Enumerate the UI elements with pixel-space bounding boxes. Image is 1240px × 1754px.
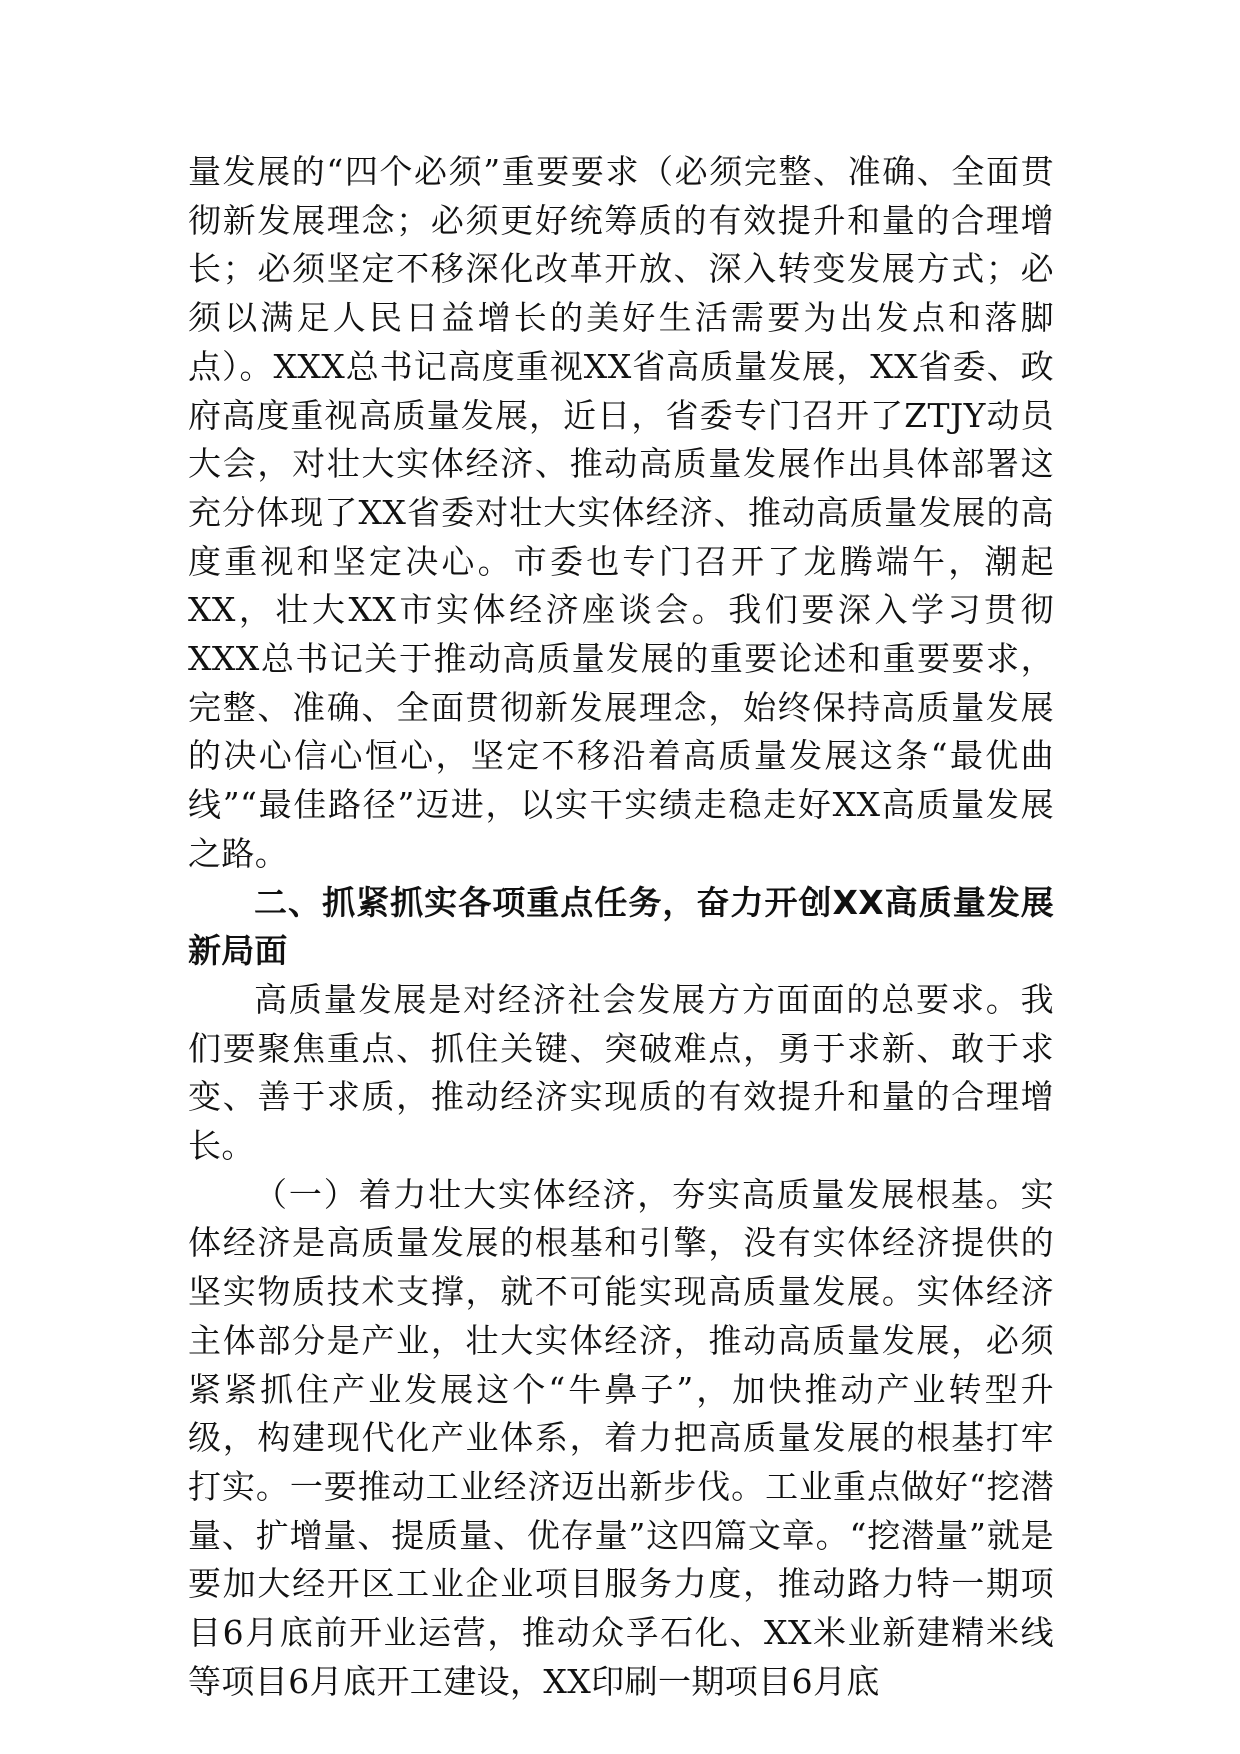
paragraph-section-1: （一）着力壮大实体经济，夯实高质量发展根基。实体经济是高质量发展的根基和引擎，没有实体经济提供的坚实物质技术支撑，就不可能实现高质量发展。实体经济主体部分是产业，壮大实体经济，推动高质量发展，必须紧紧抓住产业发展这个“牛鼻子”，加快推动产业转型升级，构建现代化产业体系，着力把高质量发展的根基打牢打实。一要推动工业经济迈出新步伐。工业重点做好“挖潜量、扩增量、提质量、优存量”这四篇文章。“挖潜量”就是要加大经开区工业企业项目服务力度，推动路力特一期项目6月底前开业运营，推动众孚石化、XX米业新建精米线等项目6月底开工建设，XX印刷一期项目6月底: [188, 1174, 1054, 1701]
paragraph-continuation: 量发展的“四个必须”重要要求（必须完整、准确、全面贯彻新发展理念；必须更好统筹质的有效提升和量的合理增长；必须坚定不移深化改革开放、深入转变发展方式；必须以满足人民日益增长的美好生活需要为出发点和落脚点）。XXX总书记高度重视XX省高质量发展，XX省委、政府高度重视高质量发展，近日，省委专门召开了ZTJY动员大会，对壮大实体经济、推动高质量发展作出具体部署这充分体现了XX省委对壮大实体经济、推动高质量发展的高度重视和坚定决心。市委也专门召开了龙腾端午，潮起XX，壮大XX市实体经济座谈会。我们要深入学习贯彻XXX总书记关于推动高质量发展的重要论述和重要要求，完整、准确、全面贯彻新发展理念，始终保持高质量发展的决心信心恒心，坚定不移沿着高质量发展这条“最优曲线”“最佳路径”迈进，以实干实绩走稳走好XX高质量发展之路。: [188, 152, 1054, 873]
document-body: [188, 148, 1054, 1707]
section-heading-2: 二、抓紧抓实各项重点任务，奋力开创XX高质量发展新局面: [188, 882, 1054, 971]
paragraph-intro: 高质量发展是对经济社会发展方方面面的总要求。我们要聚焦重点、抓住关键、突破难点，勇于求新、敢于求变、善于求质，推动经济实现质的有效提升和量的合理增长。: [188, 979, 1054, 1166]
